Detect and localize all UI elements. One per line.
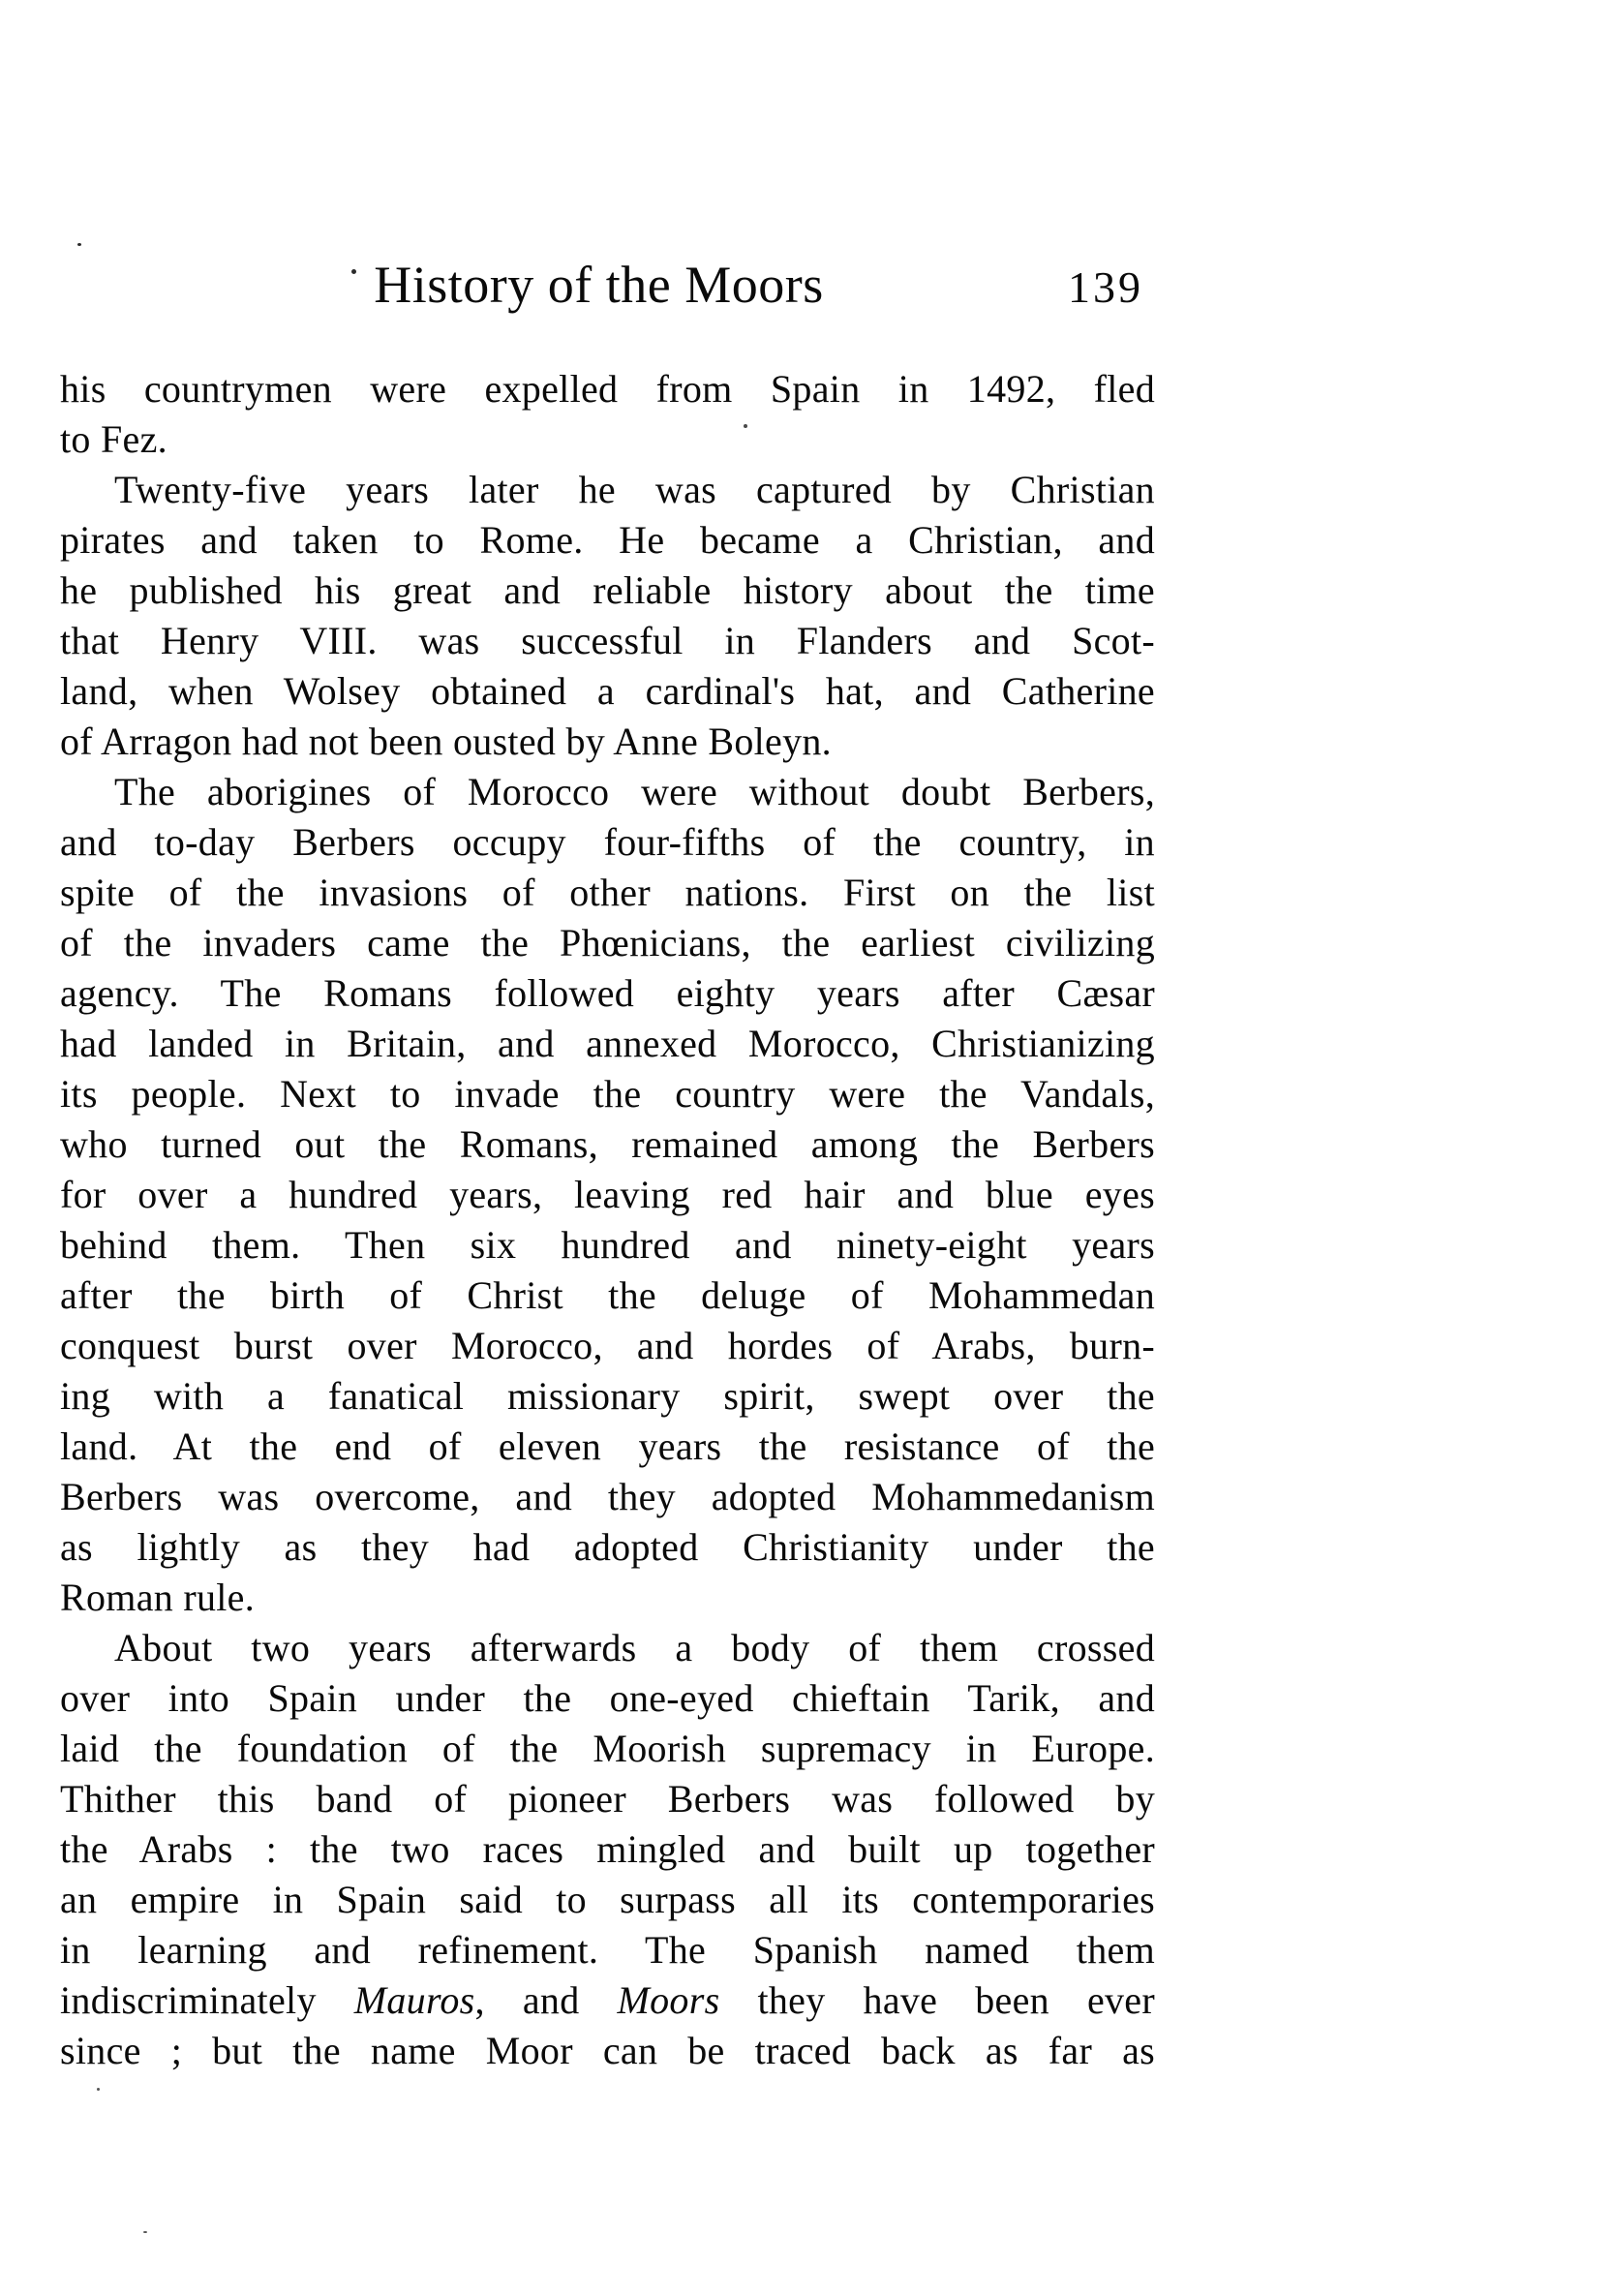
text-line <box>60 364 1155 414</box>
text-line <box>60 1321 1155 1371</box>
scan-speck <box>351 269 356 274</box>
text-run: the Arabs : the two races mingled and built up together <box>60 1827 1155 1871</box>
text-line <box>60 767 1155 817</box>
text-line <box>60 1270 1155 1321</box>
text-line <box>60 1170 1155 1220</box>
text-line <box>60 1119 1155 1170</box>
page-number: 139 <box>1068 262 1143 312</box>
text-run: ing with a fanatical missionary spirit, swept over the <box>60 1374 1155 1418</box>
text-line <box>60 1875 1155 1925</box>
text-run: Twenty-five years later he was captured by Christian <box>114 468 1155 511</box>
text-run: as lightly as they had adopted Christianity under the <box>60 1525 1155 1569</box>
text-run: over into Spain under the one-eyed chieftain Tarik, and <box>60 1676 1155 1720</box>
text-run: , and <box>474 1978 618 2022</box>
text-line <box>60 1573 1155 1623</box>
text-line <box>60 616 1155 666</box>
text-run: its people. Next to invade the country were the Vandals, <box>60 1072 1155 1116</box>
text-run: an empire in Spain said to surpass all its contemporaries <box>60 1878 1155 1921</box>
scan-speck <box>143 2231 147 2233</box>
text-line <box>60 1522 1155 1573</box>
text-line <box>60 465 1155 515</box>
text-run: since ; but the name Moor can be traced back as far as <box>60 2029 1155 2072</box>
text-line <box>60 1069 1155 1119</box>
text-run: and to-day Berbers occupy four-fifths of the country, in <box>60 820 1155 864</box>
text-line <box>60 1422 1155 1472</box>
scan-speck <box>77 243 81 246</box>
text-line <box>60 1472 1155 1522</box>
page-header <box>60 254 1155 316</box>
text-run: of Arragon had not been ousted by Anne Boleyn. <box>60 719 832 763</box>
text-line <box>60 1371 1155 1422</box>
text-line <box>60 1724 1155 1774</box>
text-run: he published his great and reliable history about the time <box>60 568 1155 612</box>
text-run: after the birth of Christ the deluge of Mohammedan <box>60 1273 1155 1317</box>
text-run: to Fez. <box>60 417 167 461</box>
text-run: indiscriminately <box>60 1978 354 2022</box>
text-run: spite of the invasions of other nations. First on the list <box>60 871 1155 914</box>
text-line <box>60 918 1155 968</box>
text-run: in learning and refinement. The Spanish named them <box>60 1928 1155 1972</box>
text-line <box>60 817 1155 868</box>
text-run: Roman rule. <box>60 1576 256 1619</box>
running-head-title: History of the Moors <box>374 256 824 314</box>
body-text <box>60 364 1155 2076</box>
italic-text-run: Moors <box>617 1978 720 2022</box>
text-line <box>60 414 1155 465</box>
text-line <box>60 1623 1155 1673</box>
text-run: that Henry VIII. was successful in Flanders and Scot- <box>60 619 1155 662</box>
text-run: who turned out the Romans, remained among the Berbers <box>60 1122 1155 1166</box>
scan-speck <box>97 2088 100 2091</box>
text-run: pirates and taken to Rome. He became a Christian, and <box>60 518 1155 562</box>
text-line <box>60 515 1155 566</box>
text-run: About two years afterwards a body of them crossed <box>114 1626 1155 1669</box>
text-line <box>60 717 1155 767</box>
text-run: land, when Wolsey obtained a cardinal's hat, and Catherine <box>60 669 1155 713</box>
text-line <box>60 968 1155 1019</box>
text-line <box>60 1220 1155 1270</box>
text-line <box>60 666 1155 717</box>
text-run: of the invaders came the Phœnicians, the earliest civilizing <box>60 921 1155 964</box>
text-run: laid the foundation of the Moorish supremacy in Europe. <box>60 1727 1155 1770</box>
text-run: they have been ever <box>719 1978 1155 2022</box>
text-line <box>60 1673 1155 1724</box>
text-run: agency. The Romans followed eighty years after Cæsar <box>60 971 1155 1015</box>
text-line <box>60 1019 1155 1069</box>
text-line <box>60 868 1155 918</box>
text-run: Thither this band of pioneer Berbers was followed by <box>60 1777 1155 1821</box>
text-line <box>60 2026 1155 2076</box>
italic-text-run: Mauros <box>353 1978 475 2022</box>
text-line <box>60 1774 1155 1824</box>
text-line <box>60 1824 1155 1875</box>
text-run: The aborigines of Morocco were without doubt Berbers, <box>114 770 1155 813</box>
text-run: behind them. Then six hundred and ninety-eight years <box>60 1223 1155 1267</box>
text-run: land. At the end of eleven years the resistance of the <box>60 1424 1155 1468</box>
text-run: had landed in Britain, and annexed Morocco, Christianizing <box>60 1022 1155 1065</box>
text-line <box>60 1925 1155 1975</box>
text-run: Berbers was overcome, and they adopted Mohammedanism <box>60 1475 1155 1518</box>
scan-speck <box>744 424 747 428</box>
text-run: for over a hundred years, leaving red hair and blue eyes <box>60 1173 1155 1216</box>
text-run: conquest burst over Morocco, and hordes of Arabs, burn- <box>60 1324 1155 1367</box>
text-line <box>60 566 1155 616</box>
text-line <box>60 1975 1155 2026</box>
text-run: his countrymen were expelled from Spain in 1492, fled <box>60 367 1155 411</box>
